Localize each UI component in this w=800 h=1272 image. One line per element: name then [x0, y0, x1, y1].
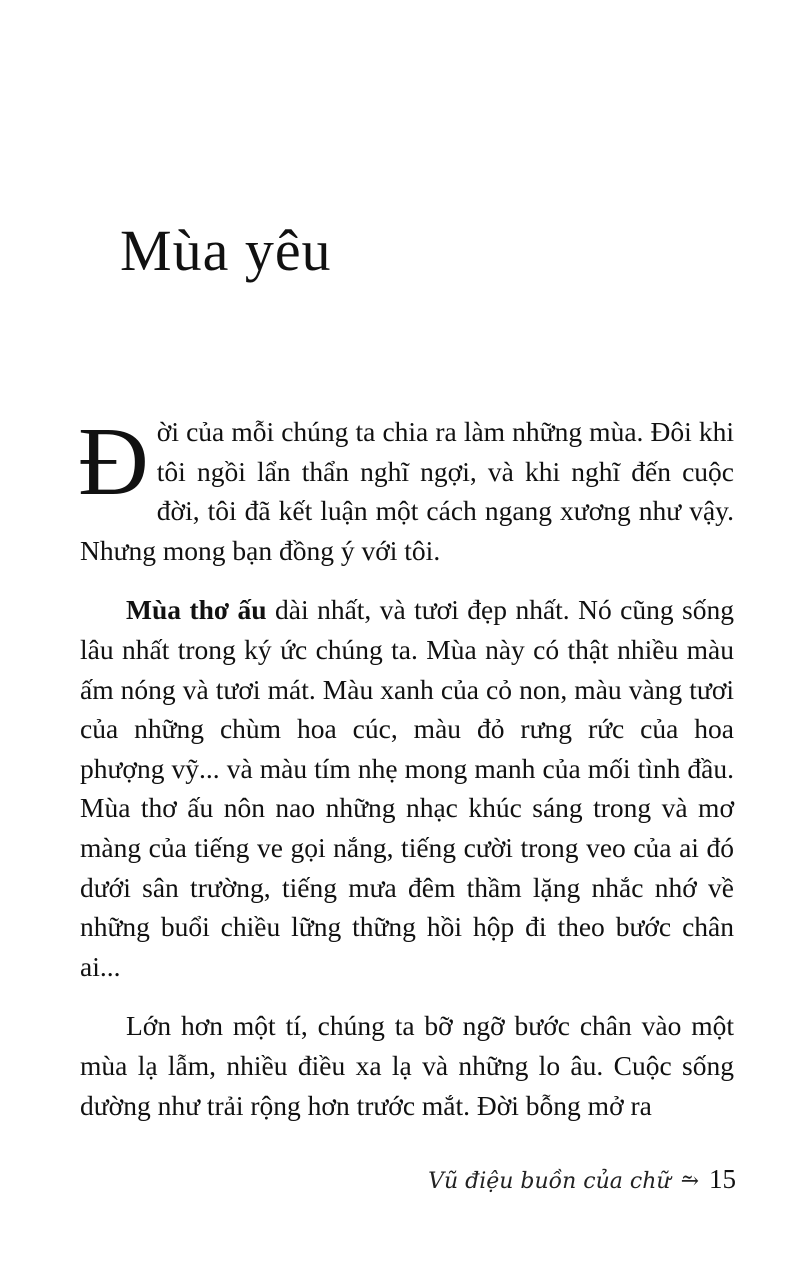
- paragraph-1: [78, 408, 734, 570]
- paragraph-3-text: Lớn hơn một tí, chúng ta bỡ ngỡ bước chân vào một mùa lạ lẫm, nhiều điều xa lạ và những lo âu. Cuộc sống dường như trải rộng hơn trước mắt. Đời bỗng mở ra: [80, 1010, 734, 1121]
- paragraph-1-text: ời của mỗi chúng ta chia ra làm những mùa. Đôi khi tôi ngồi lẩn thẩn nghĩ ngợi, và khi nghĩ đến cuộc đời, tôi đã kết luận một cách ngang xương như vậy. Nhưng mong bạn đồng ý với tôi.: [80, 416, 734, 566]
- page-footer: [428, 1164, 736, 1195]
- paragraph-3: [80, 1006, 734, 1125]
- drop-cap: Đ: [78, 408, 149, 516]
- paragraph-2-text: dài nhất, và tươi đẹp nhất. Nó cũng sống lâu nhất trong ký ức chúng ta. Mùa này có thật nhiều màu ấm nóng và tươi mát. Màu xanh của cỏ non, màu vàng tươi của những chùm hoa cúc, màu đỏ rưng rức của hoa phượng vỹ... và màu tím nhẹ mong manh của mối tình đầu. Mùa thơ ấu nôn nao những nhạc khúc sáng trong và mơ màng của tiếng ve gọi nắng, tiếng cười trong veo của ai đó dưới sân trường, tiếng mưa đêm thầm lặng nhắc nhớ về những buổi chiều lững thững hồi hộp đi theo bước chân ai...: [80, 594, 734, 982]
- paragraph-2-bold-lead: Mùa thơ ấu: [126, 594, 267, 626]
- paragraph-2: [80, 590, 734, 986]
- arrow-ornament-icon: ⥲: [680, 1169, 699, 1194]
- running-title: Vũ điệu buồn của chữ: [428, 1169, 671, 1194]
- body-text: [78, 408, 734, 1125]
- page-number: 15: [709, 1164, 736, 1194]
- chapter-title: Mùa yêu: [120, 218, 332, 283]
